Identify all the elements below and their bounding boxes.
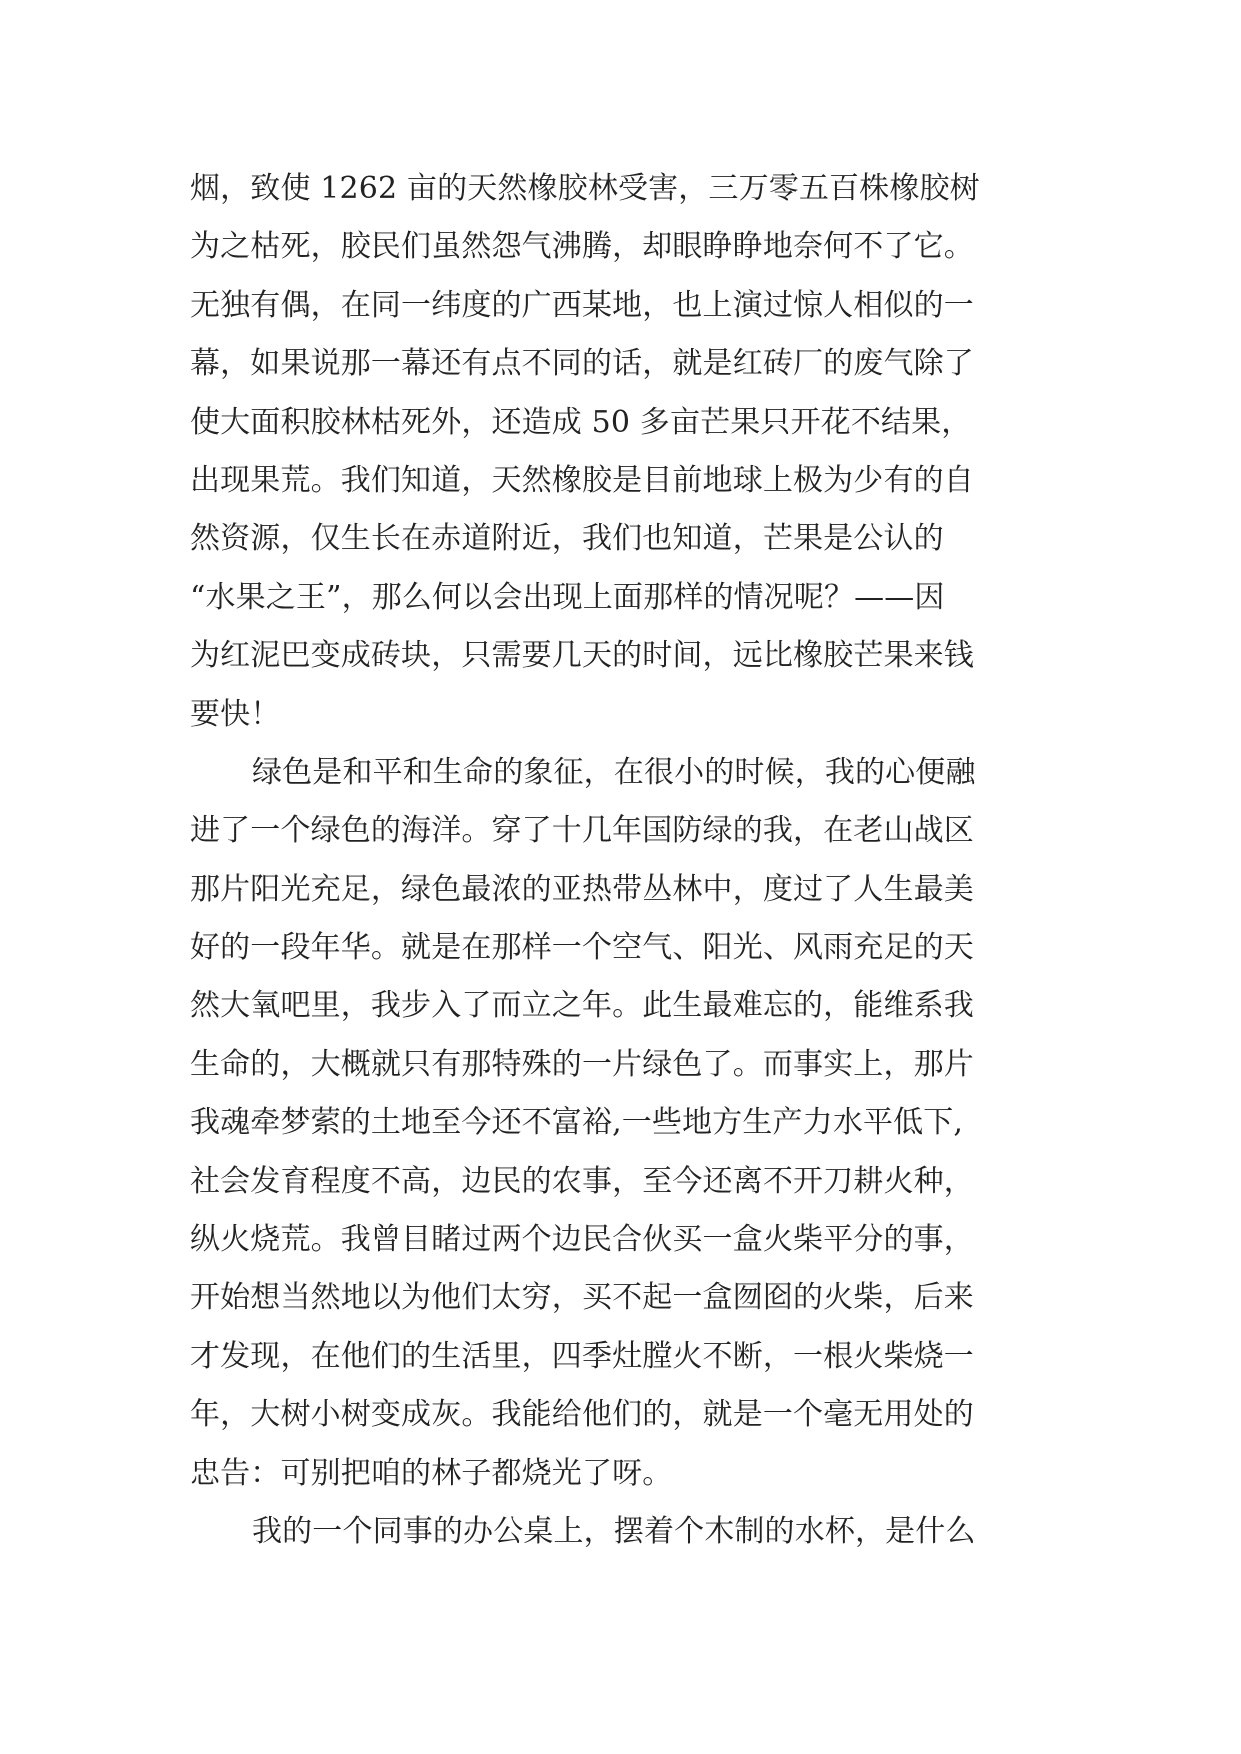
text-line: 绿色是和平和生命的象征，在很小的时候，我的心便融 — [252, 754, 976, 790]
text-line: 忠告：可别把咱的林子都烧光了呀。 — [190, 1455, 673, 1491]
body-text — [190, 160, 1070, 1561]
text-line: 为之枯死，胶民们虽然怨气沸腾，却眼睁睁地奈何不了它。 — [190, 229, 974, 265]
text-line: 烟，致使 1262 亩的天然橡胶林受害，三万零五百株橡胶树 — [190, 171, 980, 206]
text-line: 纵火烧荒。我曾目睹过两个边民合伙买一盒火柴平分的事， — [190, 1222, 974, 1258]
text-line: 年，大树小树变成灰。我能给他们的，就是一个毫无用处的 — [190, 1397, 974, 1433]
text-line: 要快！ — [190, 696, 281, 732]
text-line: 社会发育程度不高，边民的农事，至今还离不开刀耕火种， — [190, 1163, 974, 1199]
text-line: “水果之王”，那么何以会出现上面那样的情况呢？——因 — [190, 579, 945, 615]
text-line: 幕，如果说那一幕还有点不同的话，就是红砖厂的废气除了 — [190, 346, 974, 382]
text-line: 才发现，在他们的生活里，四季灶膛火不断，一根火柴烧一 — [190, 1338, 974, 1374]
text-line: 开始想当然地以为他们太穷，买不起一盒囫囵的火柴，后来 — [190, 1280, 974, 1316]
text-line: 进了一个绿色的海洋。穿了十几年国防绿的我，在老山战区 — [190, 813, 974, 849]
text-line: 出现果荒。我们知道，天然橡胶是目前地球上极为少有的自 — [190, 462, 974, 498]
text-line: 然资源，仅生长在赤道附近，我们也知道，芒果是公认的 — [190, 521, 944, 557]
text-line: 无独有偶，在同一纬度的广西某地，也上演过惊人相似的一 — [190, 287, 974, 323]
text-line: 使大面积胶林枯死外，还造成 50 多亩芒果只开花不结果， — [190, 404, 972, 440]
text-line: 生命的，大概就只有那特殊的一片绿色了。而事实上，那片 — [190, 1046, 974, 1082]
text-line: 然大氧吧里，我步入了而立之年。此生最难忘的，能维系我 — [190, 988, 974, 1024]
text-line: 我魂牵梦萦的土地至今还不富裕,一些地方生产力水平低下, — [190, 1105, 964, 1141]
text-line: 为红泥巴变成砖块，只需要几天的时间，远比橡胶芒果来钱 — [190, 638, 974, 674]
text-line: 我的一个同事的办公桌上，摆着个木制的水杯，是什么 — [252, 1513, 976, 1549]
text-line: 好的一段年华。就是在那样一个空气、阳光、风雨充足的天 — [190, 930, 974, 966]
text-line: 那片阳光充足，绿色最浓的亚热带丛林中，度过了人生最美 — [190, 871, 974, 907]
